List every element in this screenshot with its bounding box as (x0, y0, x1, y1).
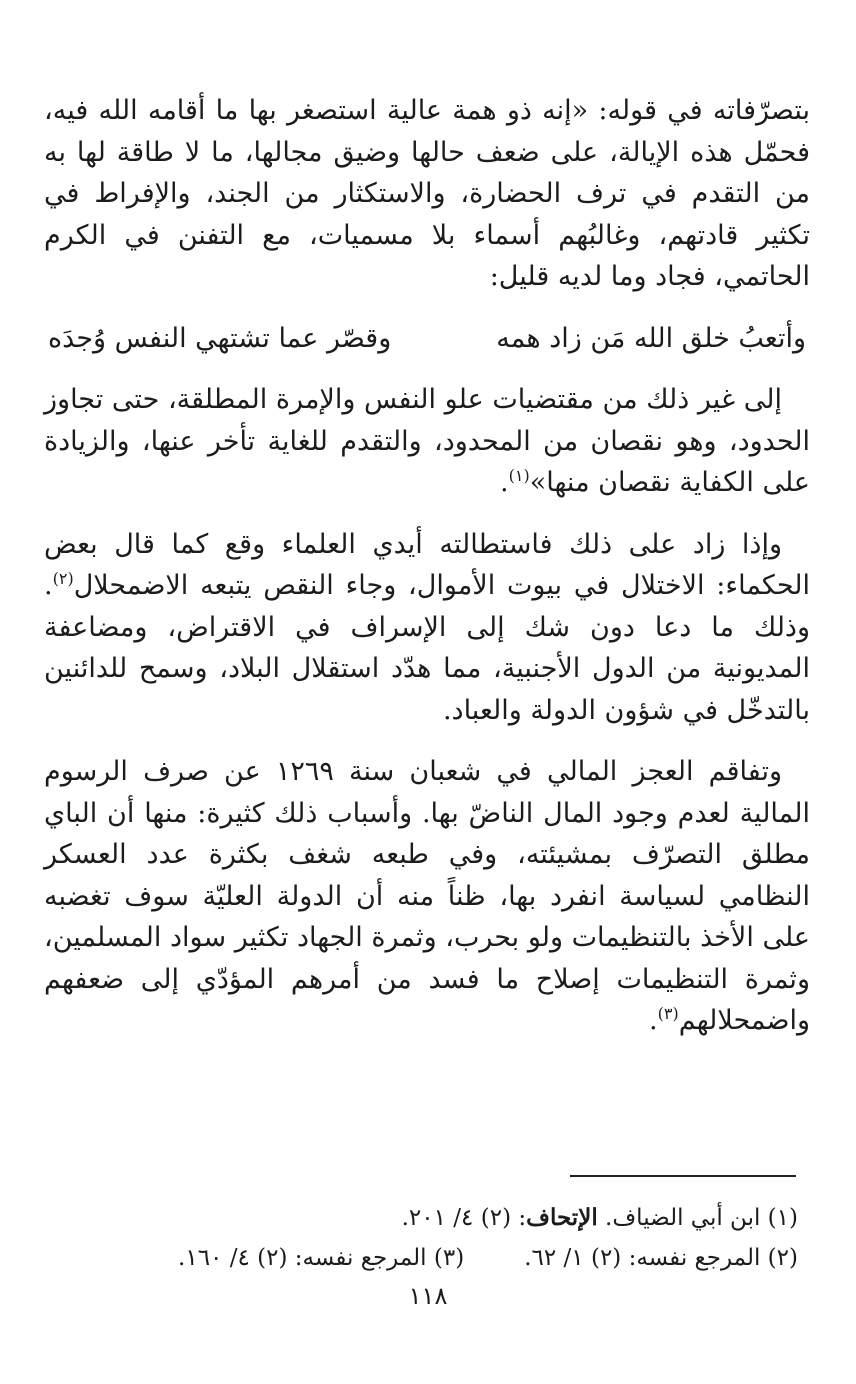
paragraph-1 (44, 90, 810, 298)
paragraph-3-text-b: . وذلك ما دعا دون شك إلى الإسراف في الاقتراض، ومضاعفة المديونية من الدول الأجنبية، مما هدّد استقلال البلاد، وسمح للدائنين بالتدخّل في شؤون الدولة والعباد. (44, 570, 810, 726)
paragraph-3 (44, 524, 810, 732)
footnote-1-suffix: : (٢) ٤/ ٢٠١. (401, 1205, 527, 1231)
footnote-3: (٣) المرجع نفسه: (٢) ٤/ ١٦٠. (178, 1245, 465, 1271)
paragraph-4-text: وتفاقم العجز المالي في شعبان سنة ١٢٦٩ عن صرف الرسوم المالية لعدم وجود المال الناضّ بها. وأسباب ذلك كثيرة: منها أن الباي مطلق التصرّف بمشيئته، وفي طبعه شغف بكثرة عدد العسكر النظامي لسياسة انفرد بها، ظناً منه أن الدولة العليّة سوف تغضبه على الأخذ بالتنظيمات ولو بحرب، وثمرة الجهاد تكثير سواد المسلمين، وثمرة التنظيمات إصلاح ما فسد من أمرهم المؤدّي إلى ضعفهم واضمحلالهم (44, 756, 810, 1036)
paragraph-4: وتفاقم العجز المالي في شعبان سنة ١٢٦٩ عن صرف الرسوم المالية لعدم وجود المال الناضّ بها. وأسباب ذلك كثيرة: منها أن الباي مطلق التصرّف بمشيئته، وفي طبعه شغف بكثرة عدد العسكر النظامي لسياسة انفرد بها، ظناً منه أن الدولة العليّة سوف تغضبه على الأخذ بالتنظيمات ولو بحرب، وثمرة الجهاد تكثير سواد المسلمين، وثمرة التنظيمات إصلاح ما فسد من أمرهم المؤدّي إلى ضعفهم واضمحلالهم$^{(٣)}$. (44, 756, 810, 1036)
footnote-1-title: الإتحاف (526, 1204, 598, 1231)
poem-verse (44, 318, 810, 360)
poem-second-hemistich: وقصّر عما تشتهي النفس وُجدَه (48, 322, 392, 354)
footnote-1 (44, 1198, 798, 1238)
footnote-ref-3: (٣) (657, 1004, 679, 1023)
footnotes (44, 1198, 798, 1278)
footnote-2: (٢) المرجع نفسه: (٢) ١/ ٦٢. (524, 1245, 798, 1271)
footnote-ref-1: (١) (508, 466, 530, 485)
paragraph-3-text-a: وإذا زاد على ذلك فاستطالته أيدي العلماء وقع كما قال بعض الحكماء: الاختلال في بيوت الأموال، وجاء النقص يتبعه الاضمحلال (44, 528, 810, 601)
page-number: ١١٨ (408, 1282, 448, 1310)
footnote-ref-2: (٢) (52, 569, 74, 588)
paragraph-1-text: بتصرّفاته في قوله: «إنه ذو همة عالية استصغر بها ما أقامه الله فيه، فحمّل هذه الإيالة، على ضعف حالها وضيق مجالها، ما لا طاقة لها به من التقدم في ترف الحضارة، والاستكثار من الجند، والإفراط في تكثير قادتهم، وغالبُهم أسماء بلا مسميات، مع التفنن في الكرم الحاتمي، فجاد وما لديه قليل: (44, 95, 810, 292)
poem-first-hemistich: وأتعبُ خلق الله مَن زاد همه (496, 322, 806, 354)
footnote-divider (570, 1175, 796, 1177)
paragraph-2-text: إلى غير ذلك من مقتضيات علو النفس والإمرة المطلقة، حتى تجاوز الحدود، وهو نقصان من المحدود، والتقدم للغاية تأخر عنها، والزيادة على الكفاية نقصان منها» (44, 384, 810, 498)
paragraph-2: إلى غير ذلك من مقتضيات علو النفس والإمرة المطلقة، حتى تجاوز الحدود، وهو نقصان من المحدود، والتقدم للغاية تأخر عنها، والزيادة على الكفاية نقصان منها»$^{(١)}$. (44, 384, 810, 498)
footnote-1-prefix: (١) ابن أبي الضياف. (605, 1205, 798, 1231)
footnote-2-3 (44, 1238, 798, 1278)
main-text (44, 90, 810, 1042)
